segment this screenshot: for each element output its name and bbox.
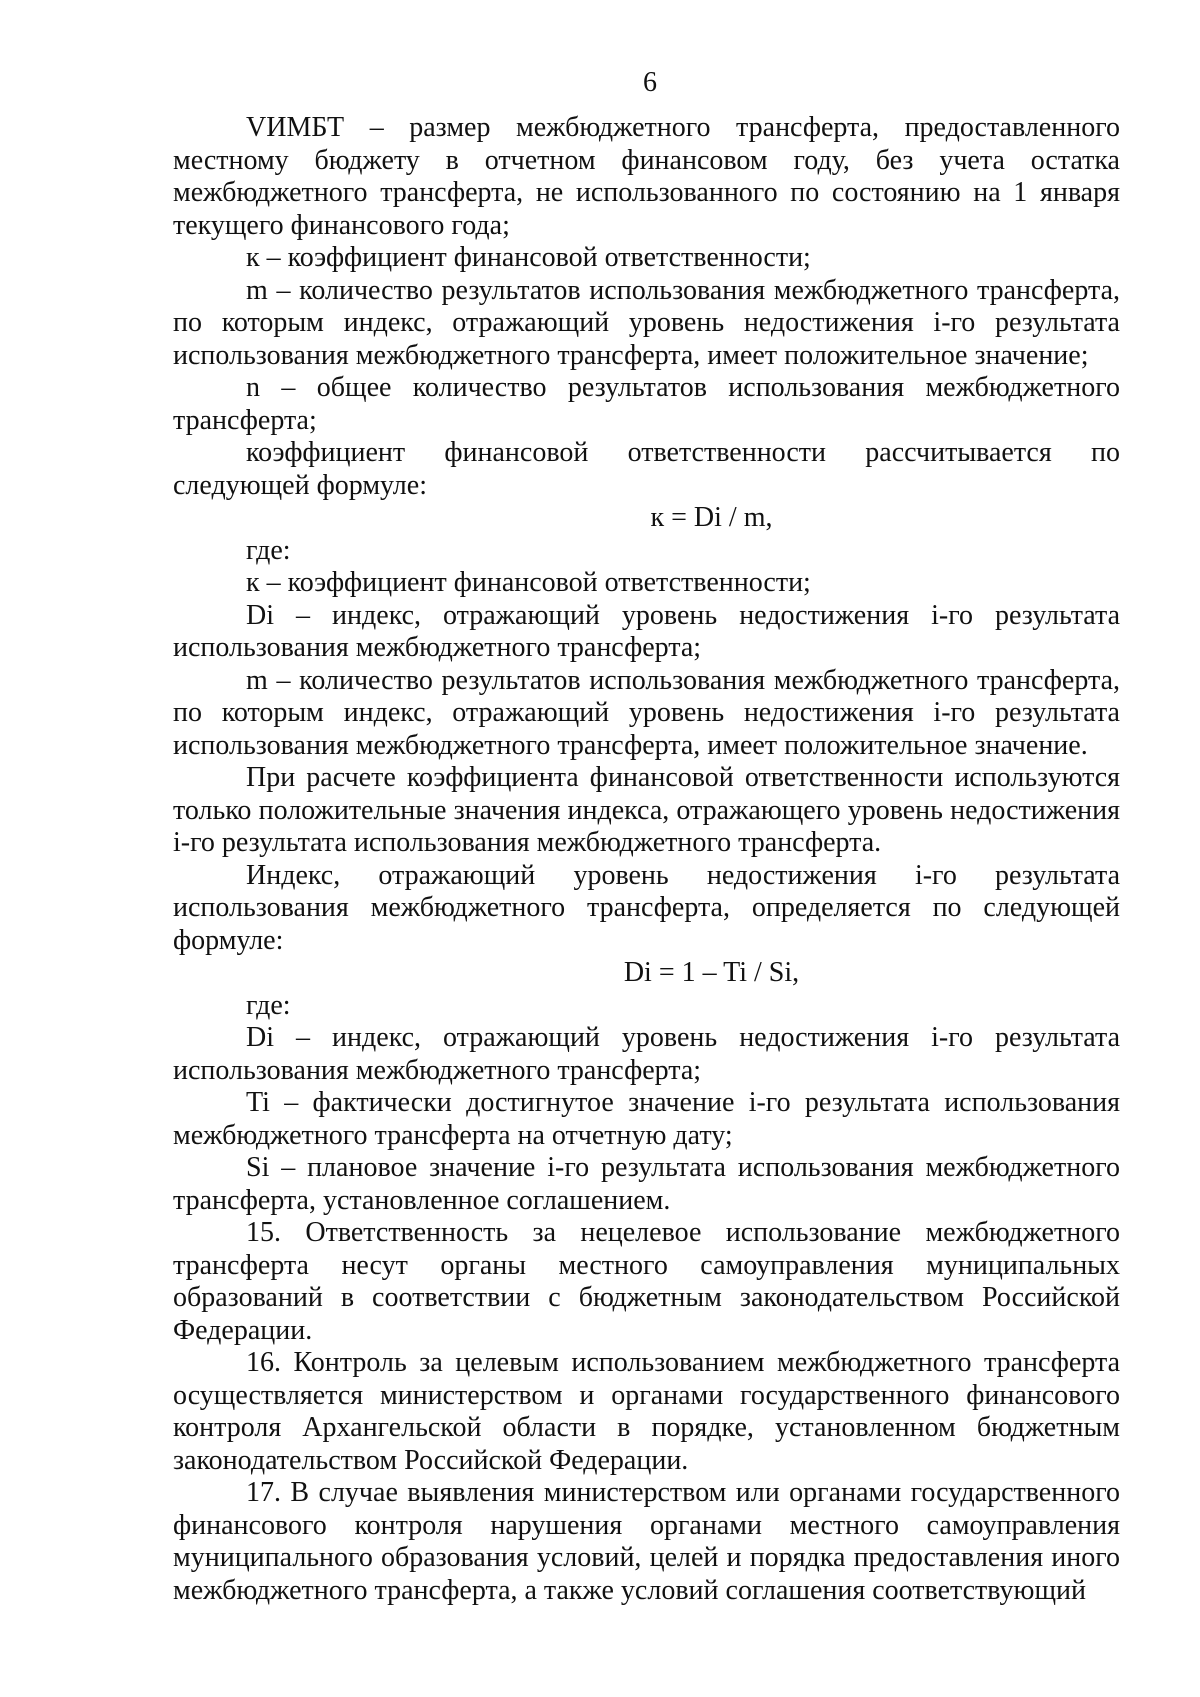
definition-m: m – количество результатов использования межбюджетного трансферта, по которым индекс, отражающий уровень недостижения i-го результата использования межбюджетного трансферта, имеет положительное значение; xyxy=(173,274,1120,371)
paragraph-positive-values: При расчете коэффициента финансовой ответственности используются только положительные значения индекса, отражающего уровень недостижения i-го результата использования межбюджетного трансферта. xyxy=(173,762,1120,858)
formula-intro-k: коэффициент финансовой ответственности рассчитывается по следующей формуле: xyxy=(173,437,1120,501)
clause-17: 17. В случае выявления министерством или органами государственного финансового контроля нарушения органами местного самоуправления муниципального образования условий, целей и порядка предоставления иного межбюджетного трансферта, а также условий соглашения соответствующий xyxy=(173,1477,1120,1606)
document-body xyxy=(173,112,1120,1607)
definition-n: n – общее количество результатов использования межбюджетного трансферта; xyxy=(173,372,1120,436)
definition-di-2: Di – индекс, отражающий уровень недостижения i-го результата использования межбюджетного трансферта; xyxy=(173,1022,1120,1086)
definition-k-2: к – коэффициент финансовой ответственности; xyxy=(246,567,811,598)
definition-v-imbt: VИМБТ – размер межбюджетного трансферта, предоставленного местному бюджету в отчетном финансовом году, без учета остатка межбюджетного трансферта, не использованного по состоянию на 1 января текущего финансового года; xyxy=(173,112,1120,241)
formula-k: к = Di / m, xyxy=(650,502,773,533)
formula-intro-di: Индекс, отражающий уровень недостижения i-го результата использования межбюджетного трансферта, определяется по следующей формуле: xyxy=(173,859,1120,956)
clause-15: 15. Ответственность за нецелевое использование межбюджетного трансферта несут органы местного самоуправления муниципальных образований в соответствии с бюджетным законодательством Российской Федерации. xyxy=(173,1217,1120,1346)
definition-ti: Ti – фактически достигнутое значение i-го результата использования межбюджетного трансферта на отчетную дату; xyxy=(173,1087,1120,1151)
formula-di: Di = 1 – Ti / Si, xyxy=(623,957,800,988)
clause-16: 16. Контроль за целевым использованием межбюджетного трансферта осуществляется министерством и органами государственного финансового контроля Архангельской области в порядке, установленном бюджетным законодательством Российской Федерации. xyxy=(173,1347,1120,1476)
definition-k: к – коэффициент финансовой ответственности; xyxy=(246,242,811,273)
definition-si: Si – плановое значение i-го результата использования межбюджетного трансферта, установленное соглашением. xyxy=(173,1152,1120,1216)
definition-di: Di – индекс, отражающий уровень недостижения i-го результата использования межбюджетного трансферта; xyxy=(173,599,1120,663)
where-label-2: где: xyxy=(246,989,291,1021)
definition-m-2: m – количество результатов использования межбюджетного трансферта, по которым индекс, отражающий уровень недостижения i-го результата использования межбюджетного трансферта, имеет положительное значение. xyxy=(173,664,1120,761)
page-number: 6 xyxy=(643,67,657,98)
where-label: где: xyxy=(246,534,291,566)
